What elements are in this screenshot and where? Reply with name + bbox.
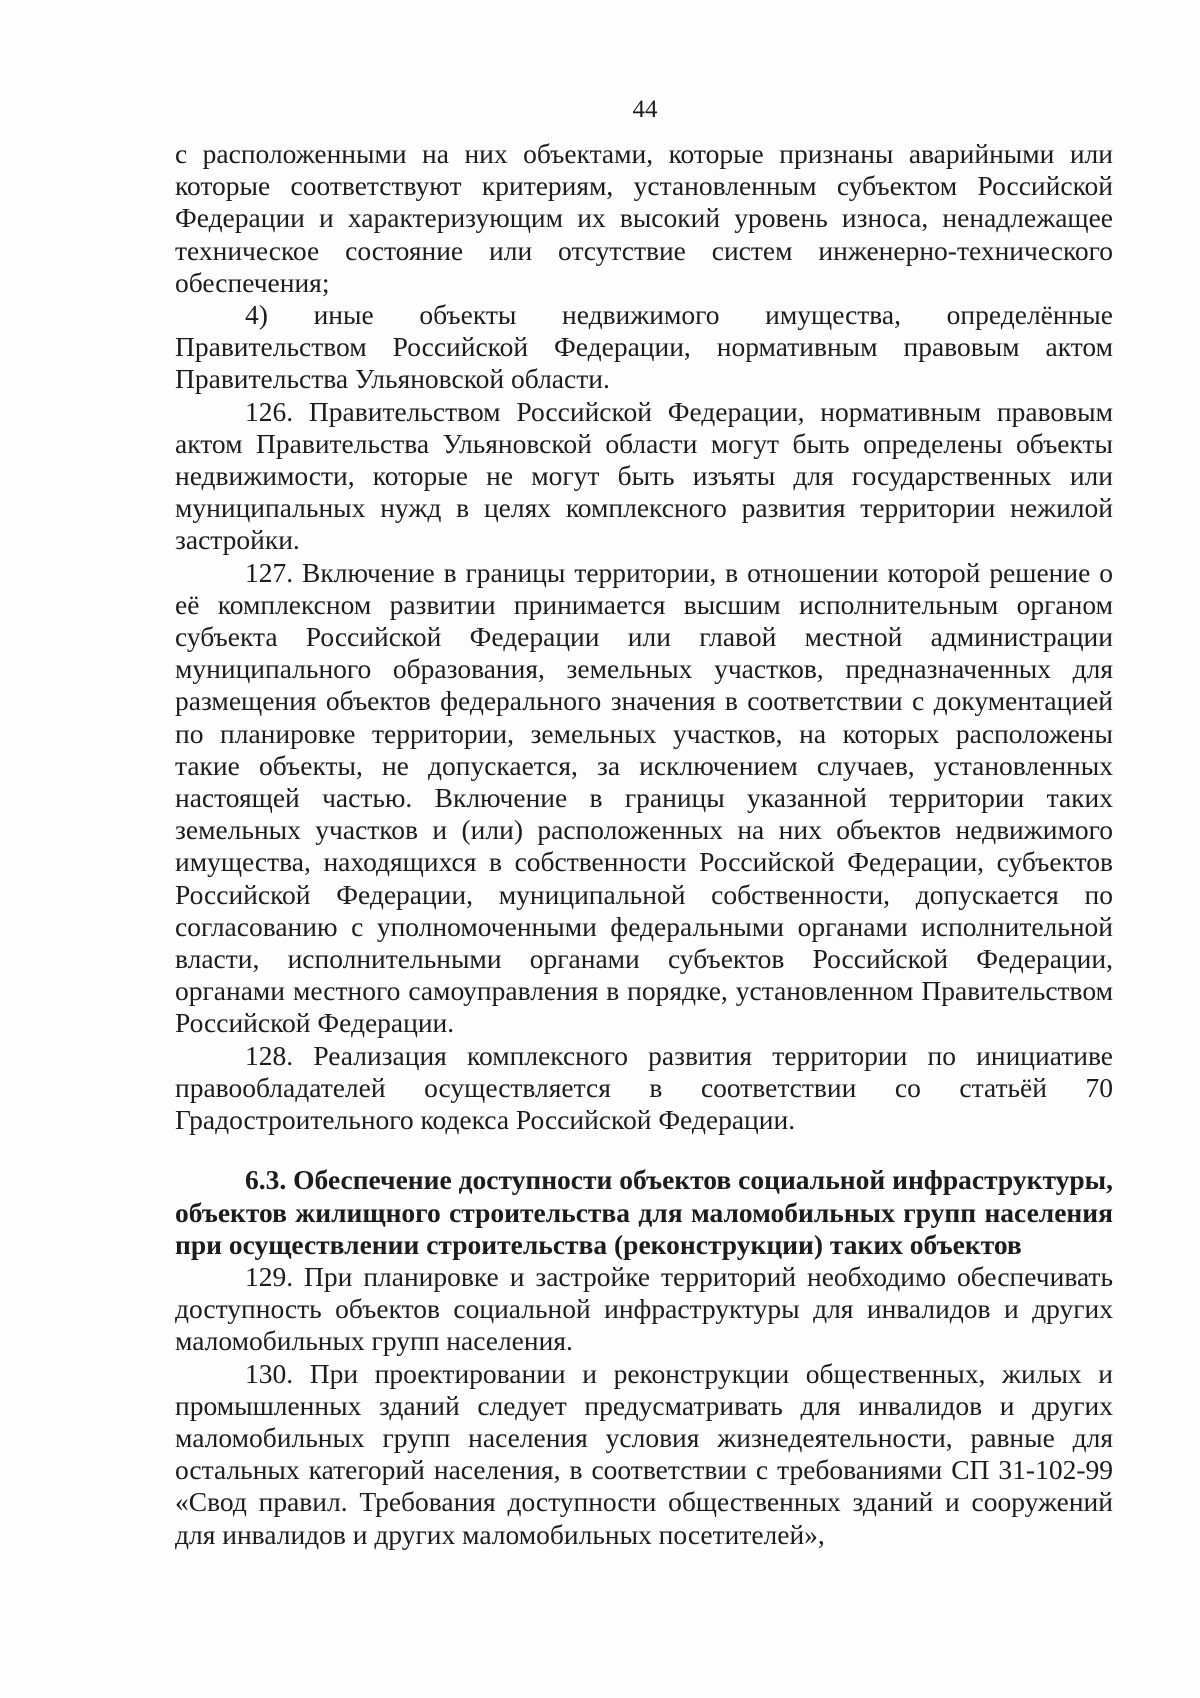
page-number: 44	[632, 96, 658, 123]
paragraph-126: 126. Правительством Российской Федерации, нормативным правовым актом Правительства Ульяновской области могут быть определены объекты недвижимости, которые не могут быть изъяты для государственных или муниципальных нужд в целях комплексного развития территории нежилой застройки.	[175, 395, 1113, 556]
paragraph-129: 129. При планировке и застройке территорий необходимо обеспечивать доступность объектов социальной инфраструктуры для инвалидов и других маломобильных групп населения.	[175, 1260, 1113, 1357]
paragraph-128: 128. Реализация комплексного развития территории по инициативе правообладателей осуществляется в соответствии со статьёй 70 Градостроительного кодекса Российской Федерации.	[175, 1039, 1113, 1136]
paragraph-item-4: 4) иные объекты недвижимого имущества, определённые Правительством Российской Федерации, нормативным правовым актом Правительства Ульяновской области.	[175, 299, 1113, 395]
section-heading-6-3: 6.3. Обеспечение доступности объектов социальной инфраструктуры, объектов жилищного строительства для маломобильных групп населения при осуществлении строительства (реконструкции) таких объектов	[175, 1164, 1113, 1260]
paragraph-continuation: с расположенными на них объектами, которые признаны аварийными или которые соответствуют критериям, установленным субъектом Российской Федерации и характеризующим их высокий уровень износа, ненадлежащее техническое состояние или отсутствие систем инженерно-технического обеспечения;	[175, 138, 1113, 298]
document-body	[175, 138, 1113, 1551]
paragraph-130: 130. При проектировании и реконструкции общественных, жилых и промышленных зданий следует предусматривать для инвалидов и других маломобильных групп населения условия жизнедеятельности, равные для остальных категорий населения, в соответствии с требованиями СП 31-102-99 «Свод правил. Требования доступности общественных зданий и сооружений для инвалидов и других маломобильных посетителей»,	[175, 1357, 1113, 1550]
paragraph-127: 127. Включение в границы территории, в отношении которой решение о её комплексном развитии принимается высшим исполнительным органом субъекта Российской Федерации или главой местной администрации муниципального образования, земельных участков, предназначенных для размещения объектов федерального значения в соответствии с документацией по планировке территории, земельных участков, на которых расположены такие объекты, не допускается, за исключением случаев, установленных настоящей частью. Включение в границы указанной территории таких земельных участков и (или) расположенных на них объектов недвижимого имущества, находящихся в собственности Российской Федерации, субъектов Российской Федерации, муниципальной собственности, допускается по согласованию с уполномоченными федеральными органами исполнительной власти, исполнительными органами субъектов Российской Федерации, органами местного самоуправления в порядке, установленном Правительством Российской Федерации.	[175, 556, 1113, 1039]
